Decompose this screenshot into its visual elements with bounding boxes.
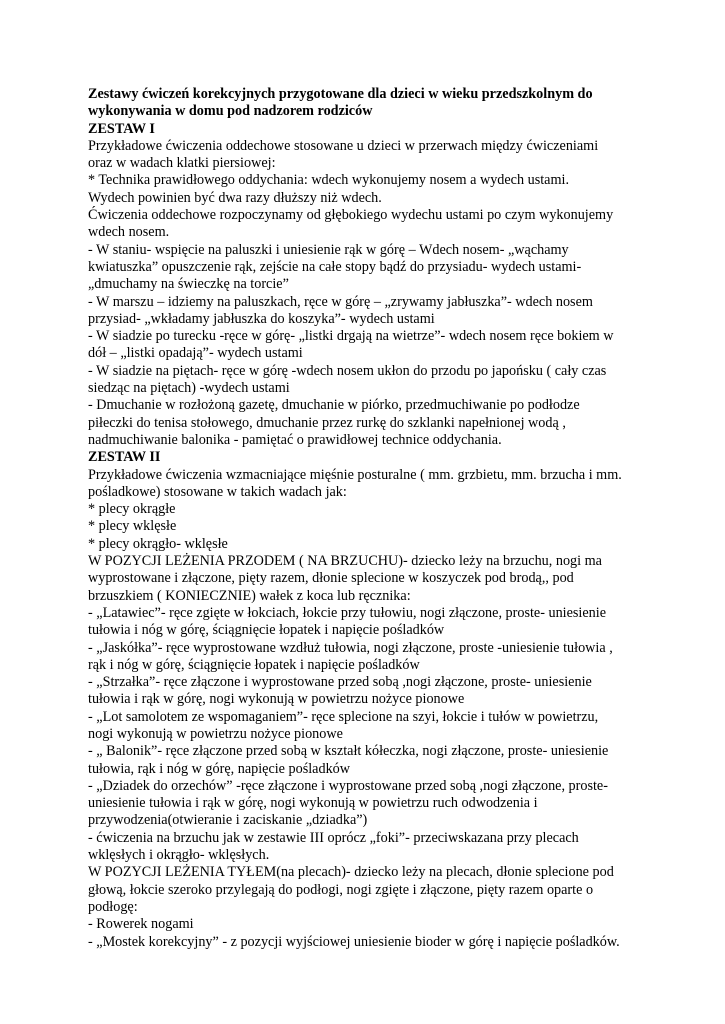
text-line: dół – „listki opadają”- wydech ustami <box>88 345 303 362</box>
heading-line: Zestawy ćwiczeń korekcyjnych przygotowane dla dzieci w wieku przedszkolnym do <box>88 86 593 102</box>
text-line: tułowia, rąk i nóg w górę, napięcie pośladków <box>88 760 351 777</box>
text-line: Przykładowe ćwiczenia wzmacniające mięśnie posturalne ( mm. grzbietu, mm. brzucha i mm. <box>88 466 622 483</box>
text-line: wyprostowane i złączone, pięty razem, dłonie splecione w koszyczek pod brodą,, pod <box>88 570 574 587</box>
text-line: * Technika prawidłowego oddychania: wdech wykonujemy nosem a wydech ustami. <box>88 172 569 189</box>
text-line: * plecy okrągło- wklęsłe <box>88 535 228 552</box>
text-line: - Rowerek nogami <box>88 916 194 933</box>
text-line: - Dmuchanie w rozłożoną gazetę, dmuchanie w piórko, przedmuchiwanie po podłodze <box>88 397 580 414</box>
text-line: - W staniu- wspięcie na paluszki i uniesienie rąk w górę – Wdech nosem- „wąchamy <box>88 241 569 258</box>
text-line: przysiad- „wkładamy jabłuszka do koszyka”- wydech ustami <box>88 310 435 327</box>
text-line: - „Mostek korekcyjny” - z pozycji wyjściowej uniesienie bioder w górę i napięcie pośladków. <box>88 933 620 950</box>
text-line: - „Dziadek do orzechów” -ręce złączone i wyprostowane przed sobą ,nogi złączone, proste- <box>88 777 608 794</box>
text-line: tułowia i nóg w górę, ściągnięcie łopatek i napięcie pośladków <box>88 622 445 639</box>
text-line: głową, łokcie szeroko przylegają do podłogi, nogi zgięte i złączone, pięty razem oparte o <box>88 881 594 898</box>
text-line: W POZYCJI LEŻENIA TYŁEM(na plecach)- dziecko leży na plecach, dłonie splecione pod <box>88 864 614 881</box>
text-line: podłogę: <box>88 898 138 915</box>
text-line: Przykładowe ćwiczenia oddechowe stosowane u dzieci w przerwach między ćwiczeniami <box>88 137 599 154</box>
heading-line: ZESTAW I <box>88 120 155 137</box>
text-line: tułowia i rąk w górę, nogi wykonują w powietrzu nożyce pionowe <box>88 691 465 708</box>
text-line: - W marszu – idziemy na paluszkach, ręce w górę – „zrywamy jabłuszka”- wdech nosem <box>88 293 593 310</box>
text-line: nadmuchiwanie balonika - pamiętać o prawidłowej technice oddychania. <box>88 431 502 448</box>
text-line: W POZYCJI LEŻENIA PRZODEM ( NA BRZUCHU)- dziecko leży na brzuchu, nogi ma <box>88 553 602 570</box>
text-line: kwiatuszka” opuszczenie rąk, zejście na całe stopy bądź do przysiadu- wydech ustami- <box>88 258 582 275</box>
text-line: przywodzenia(otwieranie i zaciskanie „dziadka”) <box>88 812 368 829</box>
text-line: Wydech powinien być dwa razy dłuższy niż wdech. <box>88 189 382 206</box>
text-line: Ćwiczenia oddechowe rozpoczynamy od głębokiego wydechu ustami po czym wykonujemy <box>88 207 614 224</box>
heading-line: wykonywania w domu pod nadzorem rodziców <box>88 103 373 120</box>
document-page <box>88 86 648 951</box>
text-line: * plecy okrągłe <box>88 501 176 518</box>
text-line: rąk i nóg w górę, ściągnięcie łopatek i napięcie pośladków <box>88 656 420 673</box>
text-line: siedząc na piętach) -wydech ustami <box>88 380 290 397</box>
text-line: - W siadzie na piętach- ręce w górę -wdech nosem ukłon do przodu po japońsku ( cały czas <box>88 362 607 379</box>
text-line: - „Lot samolotem ze wspomaganiem”- ręce splecione na szyi, łokcie i tułów w powietrzu, <box>88 708 599 725</box>
text-line: - „ Balonik”- ręce złączone przed sobą w kształt kółeczka, nogi złączone, proste- uniesienie <box>88 743 609 760</box>
text-line: uniesienie tułowia i rąk w górę, nogi wykonują w powietrzu ruch odwodzenia i <box>88 795 538 812</box>
text-line: - ćwiczenia na brzuchu jak w zestawie III oprócz „foki”- przeciwskazana przy plecach <box>88 829 579 846</box>
text-line: * plecy wklęsłe <box>88 518 177 535</box>
text-line: - W siadzie po turecku -ręce w górę- „listki drgają na wietrze”- wdech nosem ręce bokiem w <box>88 328 614 345</box>
text-line: pośladkowe) stosowane w takich wadach jak: <box>88 483 347 500</box>
text-line: - „Strzałka”- ręce złączone i wyprostowane przed sobą ,nogi złączone, proste- uniesienie <box>88 674 592 691</box>
text-line: piłeczki do tenisa stołowego, dmuchanie przez rurkę do szklanki napełnionej wodą , <box>88 414 566 431</box>
text-line: - „Latawiec”- ręce zgięte w łokciach, łokcie przy tułowiu, nogi złączone, proste- uniesienie <box>88 604 606 621</box>
text-line: „dmuchamy na świeczkę na torcie” <box>88 276 289 293</box>
text-line: brzuszkiem ( KONIECZNIE) wałek z koca lub ręcznika: <box>88 587 411 604</box>
text-line: - „Jaskółka”- ręce wyprostowane wzdłuż tułowia, nogi złączone, proste -uniesienie tułowia , <box>88 639 613 656</box>
text-line: oraz w wadach klatki piersiowej: <box>88 155 276 172</box>
text-line: wdech nosem. <box>88 224 170 241</box>
text-line: wklęsłych i okrągło- wklęsłych. <box>88 847 270 864</box>
text-line: nogi wykonują w powietrzu nożyce pionowe <box>88 725 343 742</box>
heading-line: ZESTAW II <box>88 449 161 466</box>
